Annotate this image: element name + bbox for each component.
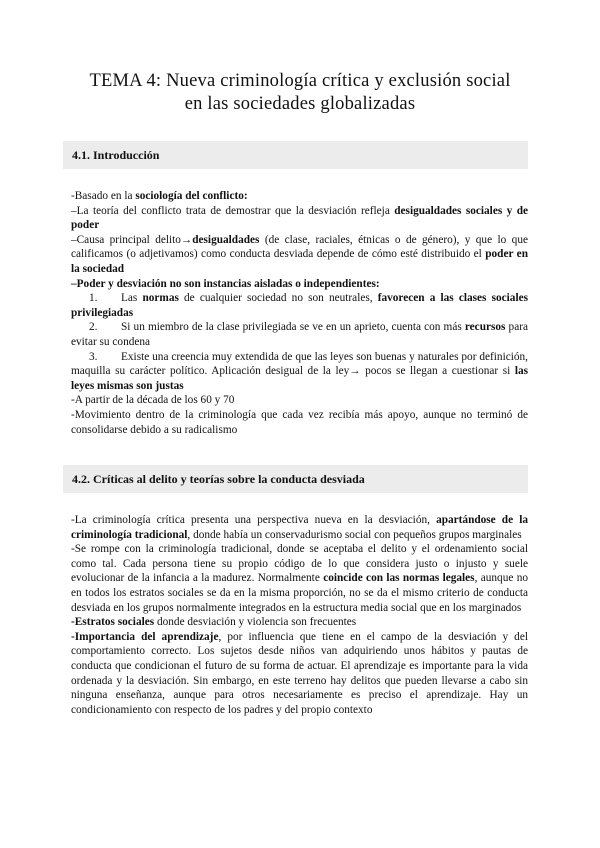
title-line-2: en las sociedades globalizadas: [184, 94, 416, 114]
paragraph: -Importancia del aprendizaje, por influencia que tiene en el campo de la desviación y del comportamiento correcto. Los sujetos desde niños van adquiriendo unos hábitos y pautas de conducta que condicionan el futuro de su forma de actuar. El aprendizaje es importante para la vida ordenada y la desviación. Sin embargo, en este terreno hay delitos que pueden llevarse a cabo sin ninguna enseñanza, aunque para otros necesariamente es preciso el aprendizaje. Hay un condicionamiento con respecto de los padres y del propio contexto: [71, 630, 528, 716]
list-item: 1. Las normas de cualquier sociedad no son neutrales, favorecen a las clases sociales privilegiadas: [71, 292, 528, 319]
paragraph: -La criminología crítica presenta una perspectiva nueva en la desviación, apartándose de la criminología tradicional, donde había un conservadurismo social con pequeños grupos marginales: [71, 514, 528, 541]
list-item: 2. Si un miembro de la clase privilegiada se ve en un aprieto, cuenta con más recursos para evitar su condena: [71, 321, 528, 348]
paragraph: -Movimiento dentro de la criminología que cada vez recibía más apoyo, aunque no terminó de consolidarse debido a su radicalismo: [71, 408, 528, 436]
paragraph: -A partir de la década de los 60 y 70: [71, 394, 235, 407]
section-body-critiques: [71, 513, 528, 717]
page-title: [60, 70, 540, 116]
paragraph: –Causa principal delito→desigualdades (de clase, raciales, étnicas o de género), y que lo que calificamos (o adjetivamos) como conducta desviada depende de cómo esté distribuido el poder en la sociedad: [71, 233, 528, 275]
paragraph: -Estratos sociales donde desviación y violencia son frecuentes: [71, 616, 357, 629]
paragraph: -Basado en la sociología del conflicto:: [71, 190, 248, 202]
title-line-1: TEMA 4: Nueva criminología crítica y exclusión social: [89, 71, 511, 91]
paragraph: -Se rompe con la criminología tradicional, donde se aceptaba el delito y el ordenamiento social como tal. Cada persona tiene su propio código de lo que considera justo o injusto y suele evolucionar de la infancia a la madurez. Normalmente coincide con las normas legales, aunque no en todos los estratos sociales se da en la misma proporción, no se da el mismo criterio de conducta desviada en los grupos normalmente integrados en la estructura media social que en los marginados: [71, 543, 529, 614]
section-body-intro: [71, 189, 528, 437]
paragraph: –Poder y desviación no son instancias aisladas o independientes:: [71, 277, 380, 290]
section-heading-critiques: 4.2. Críticas al delito y teorías sobre la conducta desviada: [63, 465, 528, 493]
section-heading-intro: 4.1. Introducción: [63, 141, 528, 169]
list-item: 3. Existe una creencia muy extendida de que las leyes son buenas y naturales por definición, maquilla su carácter político. Aplicación desigual de la ley→ pocos se llegan a cuestionar si las leyes mismas son justas: [71, 350, 528, 392]
paragraph: –La teoría del conflicto trata de demostrar que la desviación refleja desigualdades sociales y de poder: [71, 204, 528, 232]
